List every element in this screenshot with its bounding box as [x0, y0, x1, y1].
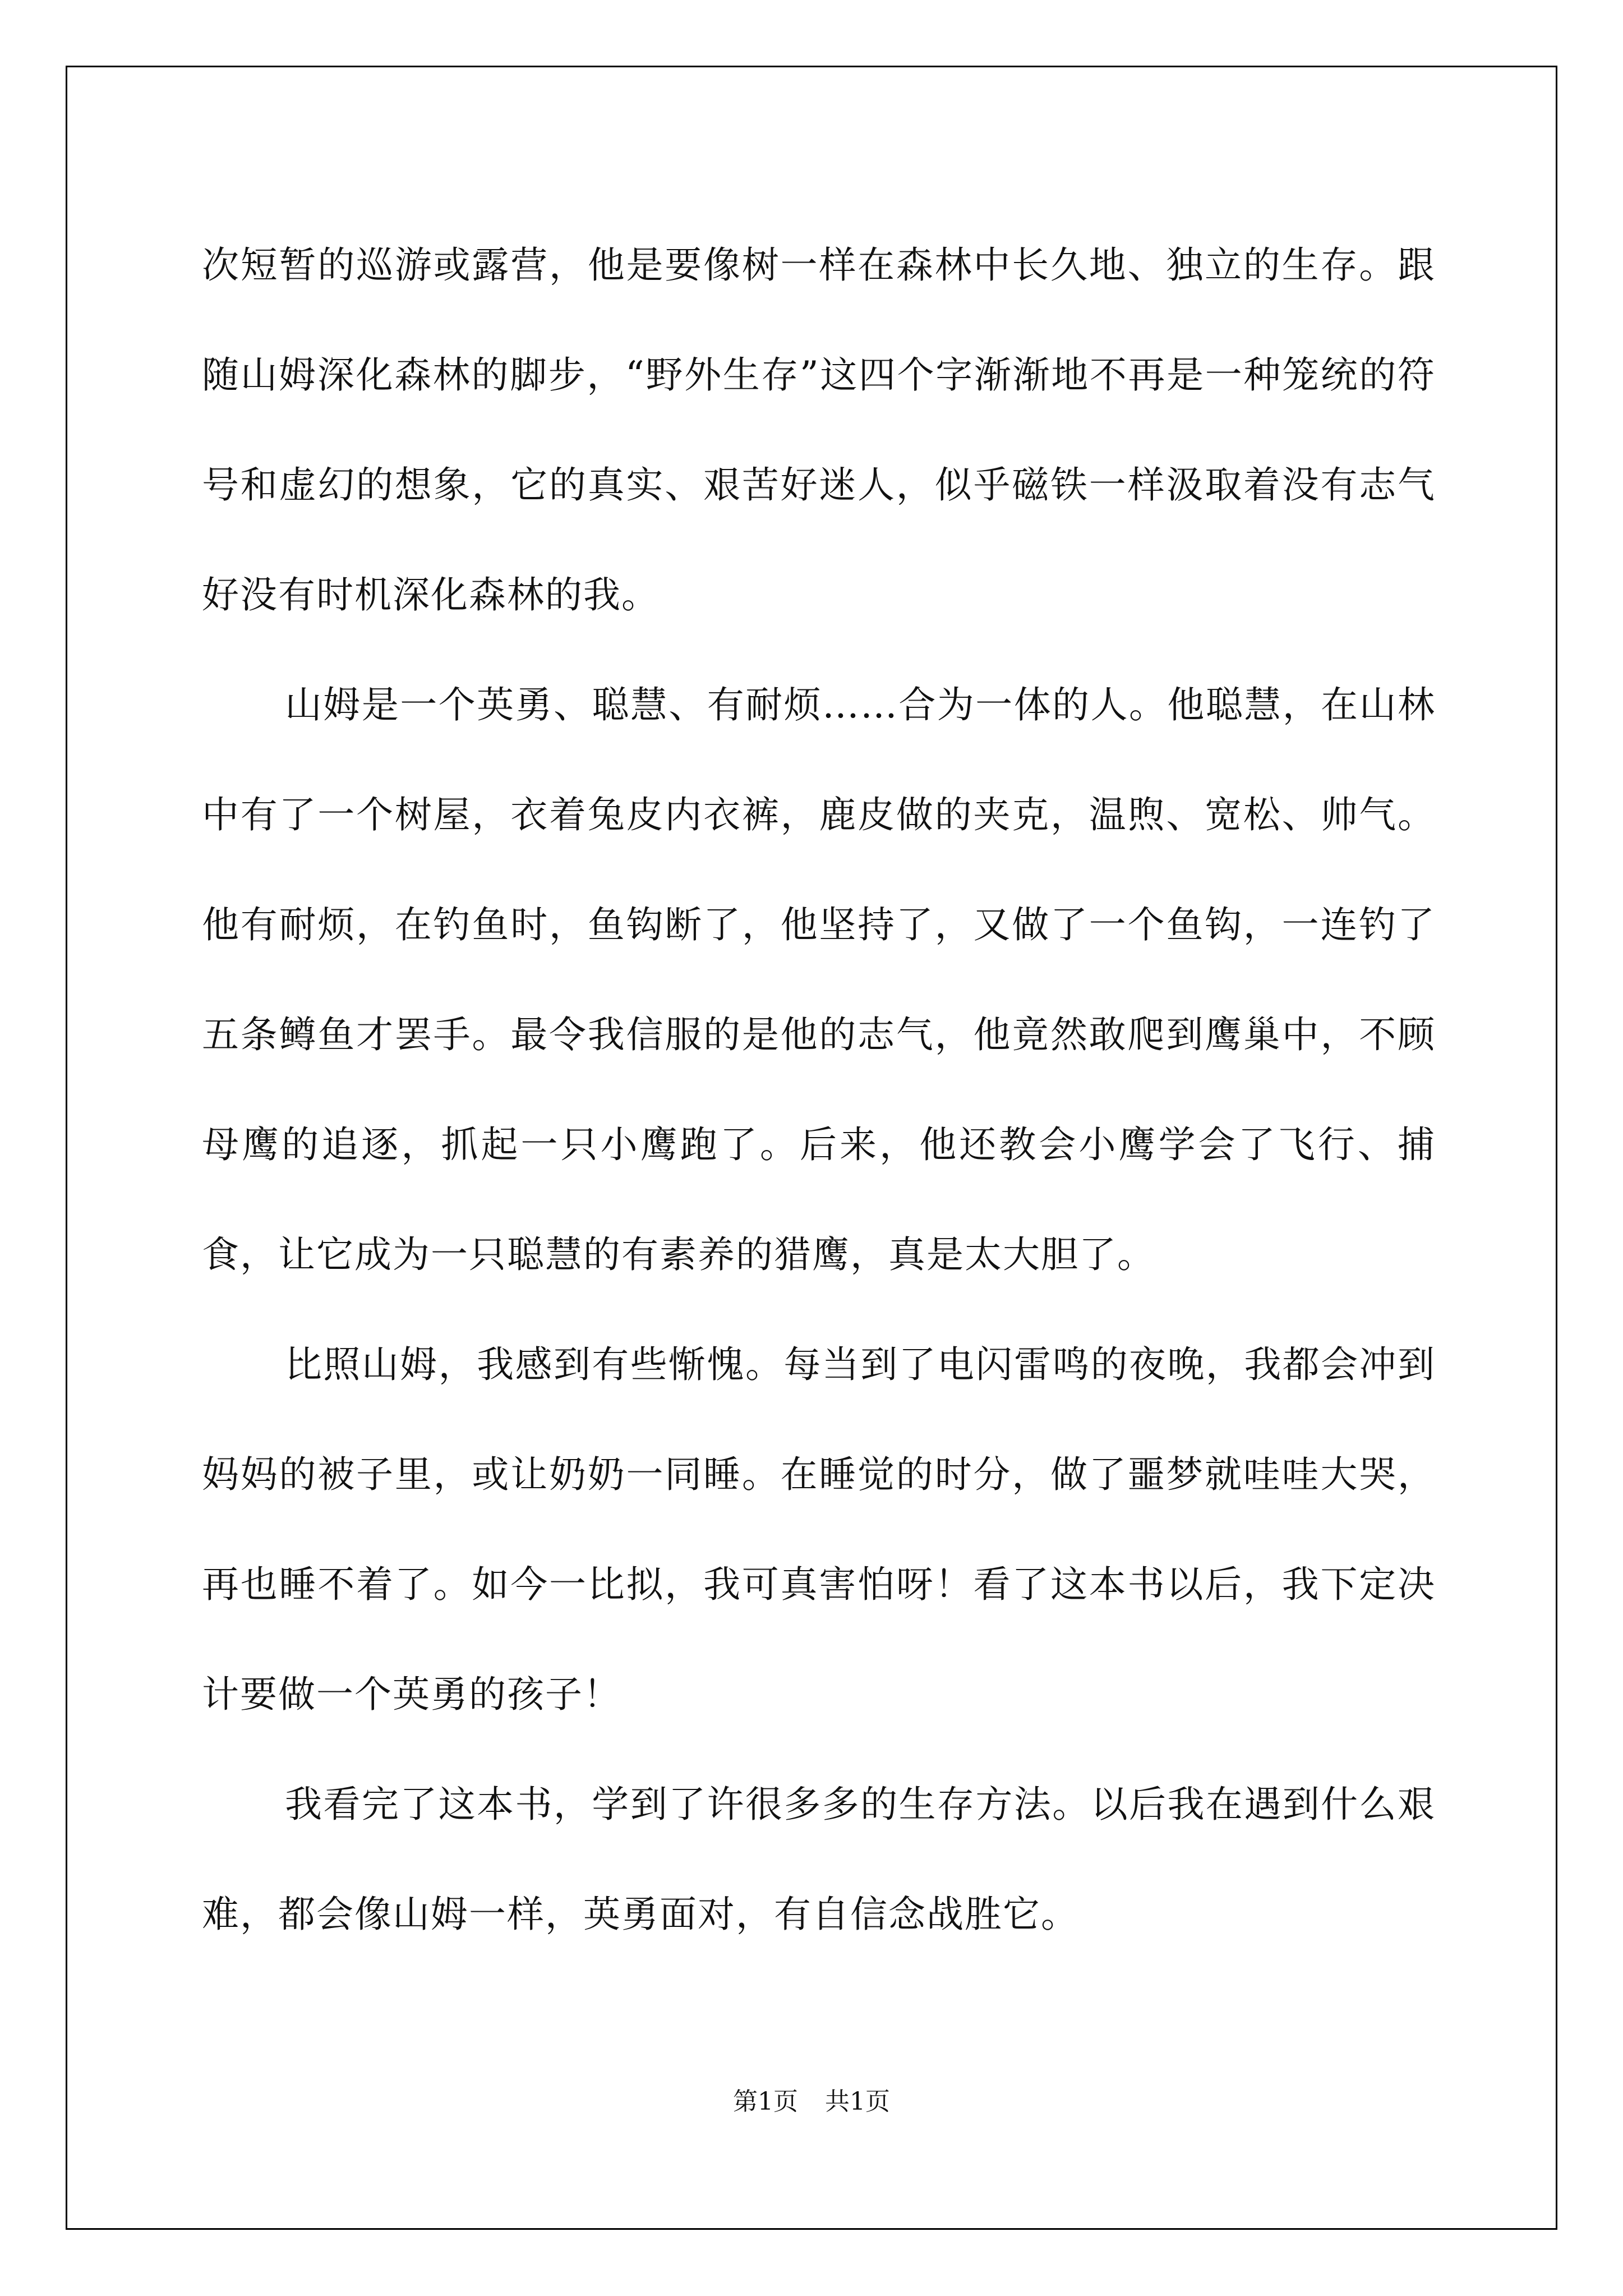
paragraph-continued: 次短暂的巡游或露营，他是要像树一样在森林中长久地、独立的生存。跟随山姆深化森林的脚步，“野外生存”这四个字渐渐地不再是一种笼统的符号和虚幻的想象，它的真实、艰苦好迷人，似乎磁铁一样汲取着没有志气好没有时机深化森林的我。	[202, 243, 1436, 616]
paragraph-sam-traits: 山姆是一个英勇、聪慧、有耐烦……合为一体的人。他聪慧，在山林中有了一个树屋，衣着兔皮内衣裤，鹿皮做的夹克，温煦、宽松、帅气。他有耐烦，在钓鱼时，鱼钩断了，他坚持了，又做了一个鱼钩，一连钓了五条鳟鱼才罢手。最令我信服的是他的志气，他竟然敢爬到鹰巢中，不顾母鹰的追逐，抓起一只小鹰跑了。后来，他还教会小鹰学会了飞行、捕食，让它成为一只聪慧的有素养的猎鹰，真是太大胆了。	[202, 683, 1436, 1276]
page-footer	[0, 2081, 1623, 2117]
document-body	[202, 210, 1436, 1970]
page-number: 第1页	[733, 2087, 798, 2116]
page-total: 共1页	[825, 2087, 890, 2116]
paragraph-comparison: 比照山姆，我感到有些惭愧。每当到了电闪雷鸣的夜晚，我都会冲到妈妈的被子里，或让奶奶一同睡。在睡觉的时分，做了噩梦就哇哇大哭，再也睡不着了。如今一比拟，我可真害怕呀！看了这本书以后，我下定决计要做一个英勇的孩子！	[202, 1343, 1436, 1716]
paragraph-conclusion: 我看完了这本书，学到了许很多多的生存方法。以后我在遇到什么艰难，都会像山姆一样，英勇面对，有自信念战胜它。	[202, 1783, 1436, 1936]
